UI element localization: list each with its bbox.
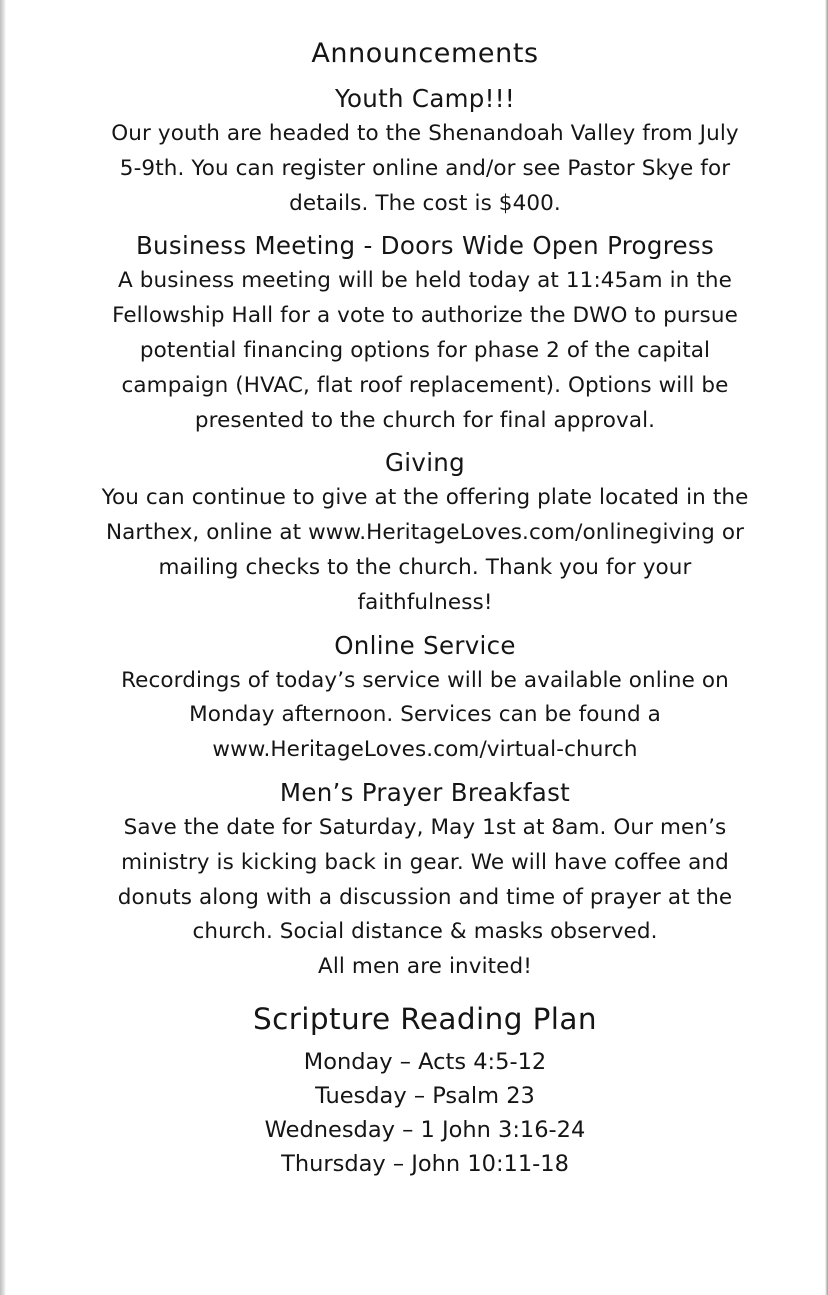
section-heading: Giving bbox=[385, 448, 465, 478]
body-line: Fellowship Hall for a vote to authorize the DWO to pursue bbox=[112, 303, 738, 329]
section-mens-prayer-breakfast bbox=[40, 776, 810, 985]
page-title: Announcements bbox=[311, 38, 539, 69]
section-heading: Online Service bbox=[334, 630, 516, 660]
body-line: mailing checks to the church. Thank you for your bbox=[158, 554, 692, 580]
body-line: faithfulness! bbox=[357, 589, 493, 615]
section-body bbox=[40, 664, 810, 768]
scripture-heading: Scripture Reading Plan bbox=[253, 1001, 597, 1036]
section-heading: Business Meeting - Doors Wide Open Progress bbox=[135, 231, 715, 261]
body-line: Narthex, online at www.HeritageLoves.com/onlinegiving or bbox=[105, 520, 745, 546]
body-line: donuts along with a discussion and time of prayer at the bbox=[117, 884, 733, 910]
body-line: ministry is kicking back in gear. We will have coffee and bbox=[121, 849, 729, 875]
body-line: A business meeting will be held today at 11:45am in the bbox=[118, 268, 732, 294]
section-body bbox=[40, 117, 810, 221]
reading-item: Thursday – John 10:11-18 bbox=[281, 1150, 569, 1177]
body-line: Recordings of today’s service will be available online on bbox=[121, 667, 729, 693]
scripture-reading-plan bbox=[40, 999, 810, 1181]
body-line: You can continue to give at the offering plate located in the bbox=[101, 485, 749, 511]
section-body bbox=[40, 264, 810, 438]
reading-item: Monday – Acts 4:5-12 bbox=[303, 1048, 547, 1075]
body-line: details. The cost is $400. bbox=[289, 190, 561, 216]
body-line: campaign (HVAC, flat roof replacement). Options will be bbox=[121, 372, 729, 398]
body-line: potential financing options for phase 2 of the capital bbox=[139, 337, 711, 363]
reading-item: Tuesday – Psalm 23 bbox=[315, 1082, 535, 1109]
section-body bbox=[40, 811, 810, 985]
body-line: All men are invited! bbox=[318, 954, 532, 980]
section-heading: Men’s Prayer Breakfast bbox=[279, 777, 571, 807]
section-youth-camp bbox=[40, 82, 810, 221]
body-line: presented to the church for final approval. bbox=[194, 407, 656, 433]
body-line: www.HeritageLoves.com/virtual-church bbox=[212, 737, 638, 763]
announcements-page bbox=[40, 36, 810, 1181]
section-heading: Youth Camp!!! bbox=[334, 84, 516, 113]
body-line: Monday afternoon. Services can be found a bbox=[189, 702, 661, 728]
section-giving bbox=[40, 446, 810, 620]
body-line: Our youth are headed to the Shenandoah Valley from July bbox=[111, 121, 739, 146]
page-shadow-left bbox=[0, 0, 6, 1295]
body-line: 5-9th. You can register online and/or see Pastor Skye for bbox=[119, 155, 731, 181]
reading-item: Wednesday – 1 John 3:16-24 bbox=[264, 1116, 586, 1143]
section-body bbox=[40, 481, 810, 620]
body-line: church. Social distance & masks observed. bbox=[192, 919, 658, 945]
section-business-meeting bbox=[40, 229, 810, 438]
section-online-service bbox=[40, 629, 810, 768]
body-line: Save the date for Saturday, May 1st at 8am. Our men’s bbox=[123, 814, 727, 840]
